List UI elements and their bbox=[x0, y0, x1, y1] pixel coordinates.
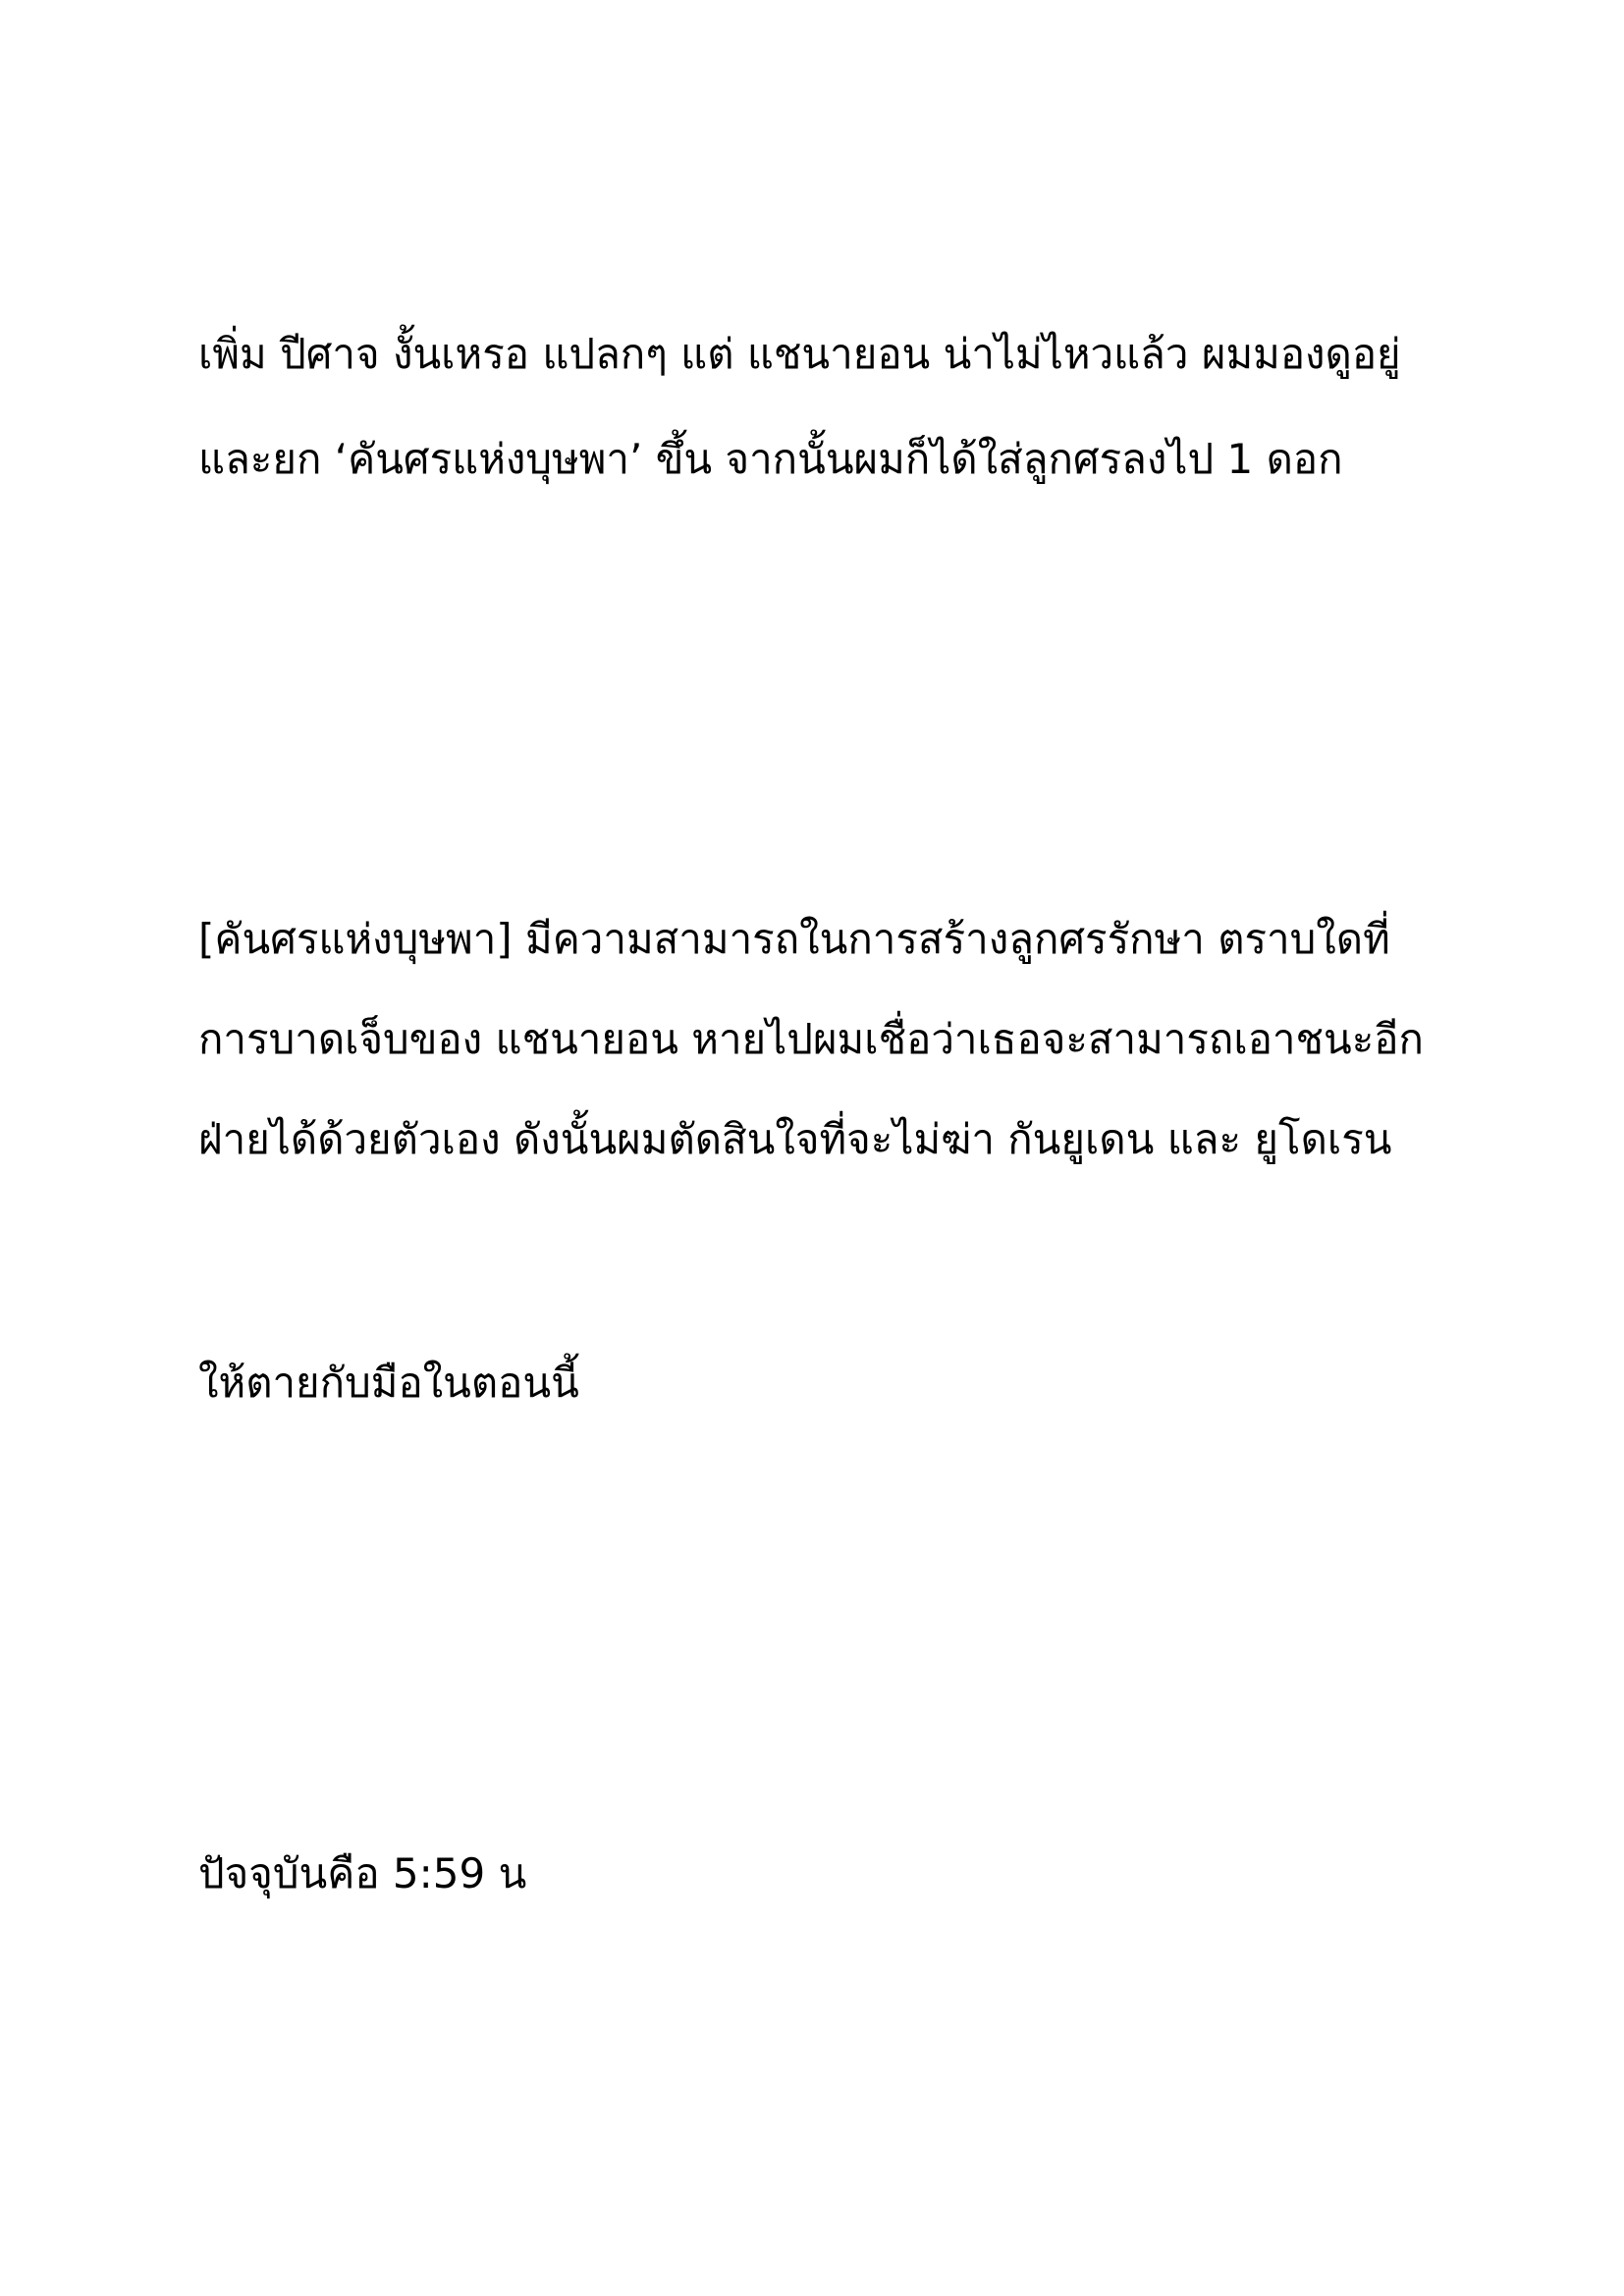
text-line: ให้ตายกับมือในตอนนี้ bbox=[198, 1359, 579, 1407]
text-line: และยก ‘คันศรแห่งบุษพา’ ขึ้น จากนั้นผมก็ได้ใส่ลูกศรลงไป 1 ดอก bbox=[198, 435, 1343, 483]
time-text-line: ปัจจุบันคือ 5:59 น bbox=[198, 1849, 527, 1897]
text-line: [คันศรแห่งบุษพา] มีความสามารถในการสร้างลูกศรรักษา ตราบใดที่ bbox=[198, 915, 1390, 963]
text-line: เพิ่ม ปีศาจ งั้นเหรอ แปลกๆ แต่ แชนายอน น่าไม่ไหวแล้ว ผมมองดูอยู่ bbox=[198, 330, 1401, 378]
text-line: การบาดเจ็บของ แชนายอน หายไปผมเชื่อว่าเธอจะสามารถเอาชนะอีก bbox=[198, 1015, 1424, 1063]
text-line: ฝ่ายได้ด้วยตัวเอง ดังนั้นผมตัดสินใจที่จะไม่ฆ่า กันยูเดน และ ยูโดเรน bbox=[198, 1115, 1392, 1163]
